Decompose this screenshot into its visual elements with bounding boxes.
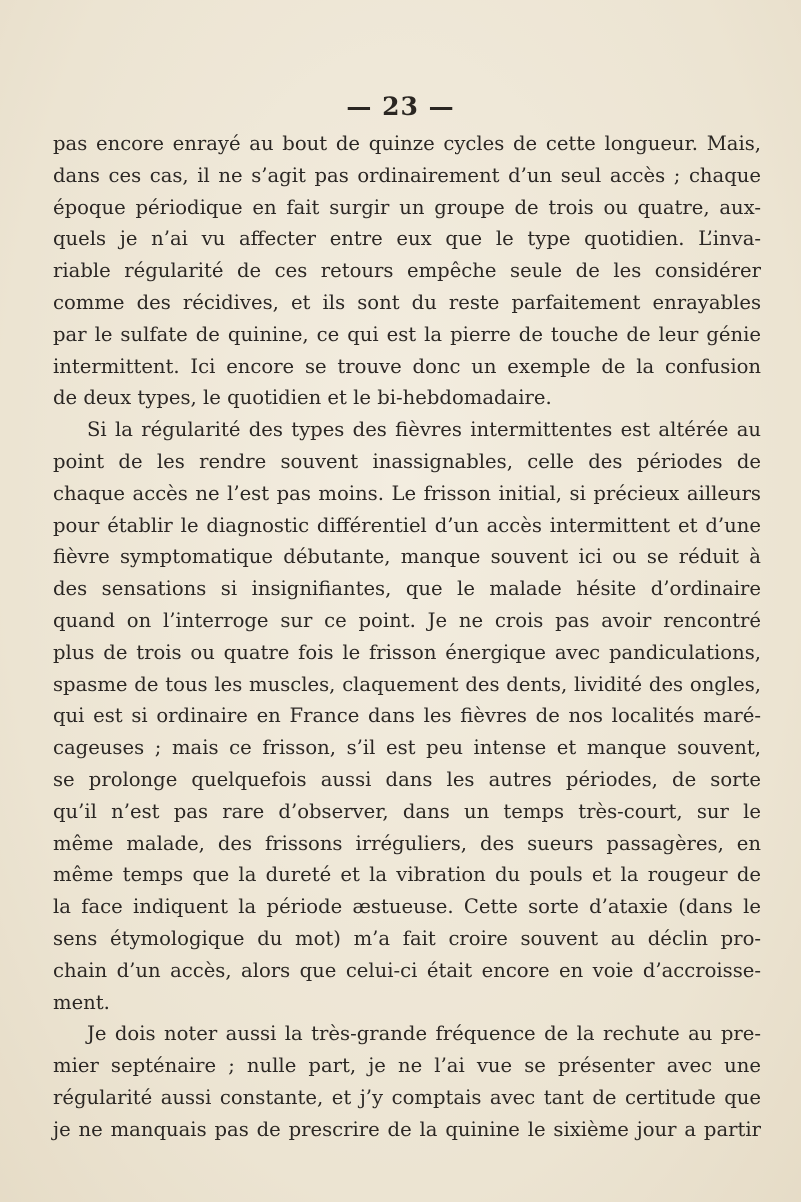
text-line: se prolonge quelquefois aussi dans les autres périodes, de sorte [53, 767, 761, 791]
text-line: je ne manquais pas de prescrire de la quinine le sixième jour a partir [53, 1117, 761, 1141]
body-text [53, 128, 761, 1146]
text-line: la face indiquent la période æstueuse. Cette sorte d’ataxie (dans le [53, 895, 761, 919]
text-line: fièvre symptomatique débutante, manque souvent ici ou se réduit à [53, 545, 761, 569]
text-line: spasme de tous les muscles, claquement des dents, lividité des ongles, [53, 672, 761, 696]
text-line: plus de trois ou quatre fois le frisson énergique avec pandiculations, [53, 640, 761, 664]
text-line: époque périodique en fait surgir un groupe de trois ou quatre, aux- [53, 195, 761, 219]
text-line: même malade, des frissons irréguliers, des sueurs passagères, en [53, 831, 761, 855]
text-line: sens étymologique du mot) m’a fait croire souvent au déclin pro- [53, 926, 761, 950]
text-line: régularité aussi constante, et j’y comptais avec tant de certitude que [53, 1085, 761, 1109]
text-line: comme des récidives, et ils sont du reste parfaitement enrayables [53, 290, 761, 314]
text-line: intermittent. Ici encore se trouve donc un exemple de la confusion [53, 354, 761, 378]
text-line: ment. [53, 990, 110, 1014]
text-line: cageuses ; mais ce frisson, s’il est peu intense et manque souvent, [53, 736, 761, 760]
text-line: dans ces cas, il ne s’agit pas ordinairement d’un seul accès ; chaque [53, 163, 761, 187]
text-line: des sensations si insignifiantes, que le malade hésite d’ordinaire [53, 577, 761, 601]
text-line: pour établir le diagnostic différentiel d’un accès intermittent et d’une [53, 513, 761, 537]
text-line: qu’il n’est pas rare d’observer, dans un temps très-court, sur le [53, 799, 761, 823]
text-line: mier septénaire ; nulle part, je ne l’ai vue se présenter avec une [53, 1054, 761, 1078]
text-line: riable régularité de ces retours empêche seule de les considérer [53, 259, 761, 283]
text-line: Si la régularité des types des fièvres intermittentes est altérée au [87, 418, 761, 442]
text-line: par le sulfate de quinine, ce qui est la pierre de touche de leur génie [53, 322, 761, 346]
text-line: point de les rendre souvent inassignables, celle des périodes de [53, 449, 761, 473]
text-line: quels je n’ai vu affecter entre eux que le type quotidien. L’inva- [53, 227, 761, 251]
text-line: chaque accès ne l’est pas moins. Le frisson initial, si précieux ailleurs [53, 481, 761, 505]
text-line: Je dois noter aussi la très-grande fréquence de la rechute au pre- [87, 1022, 761, 1046]
text-line: de deux types, le quotidien et le bi-hebdomadaire. [53, 386, 552, 410]
text-line: chain d’un accès, alors que celui-ci était encore en voie d’accroisse- [53, 958, 761, 982]
text-line: qui est si ordinaire en France dans les fièvres de nos localités maré- [53, 704, 761, 728]
page-number: — 23 — [346, 92, 455, 121]
text-line: pas encore enrayé au bout de quinze cycles de cette longueur. Mais, [53, 132, 761, 155]
text-line: quand on l’interroge sur ce point. Je ne crois pas avoir rencontré [53, 608, 761, 632]
text-line: même temps que la dureté et la vibration du pouls et la rougeur de [53, 863, 761, 887]
